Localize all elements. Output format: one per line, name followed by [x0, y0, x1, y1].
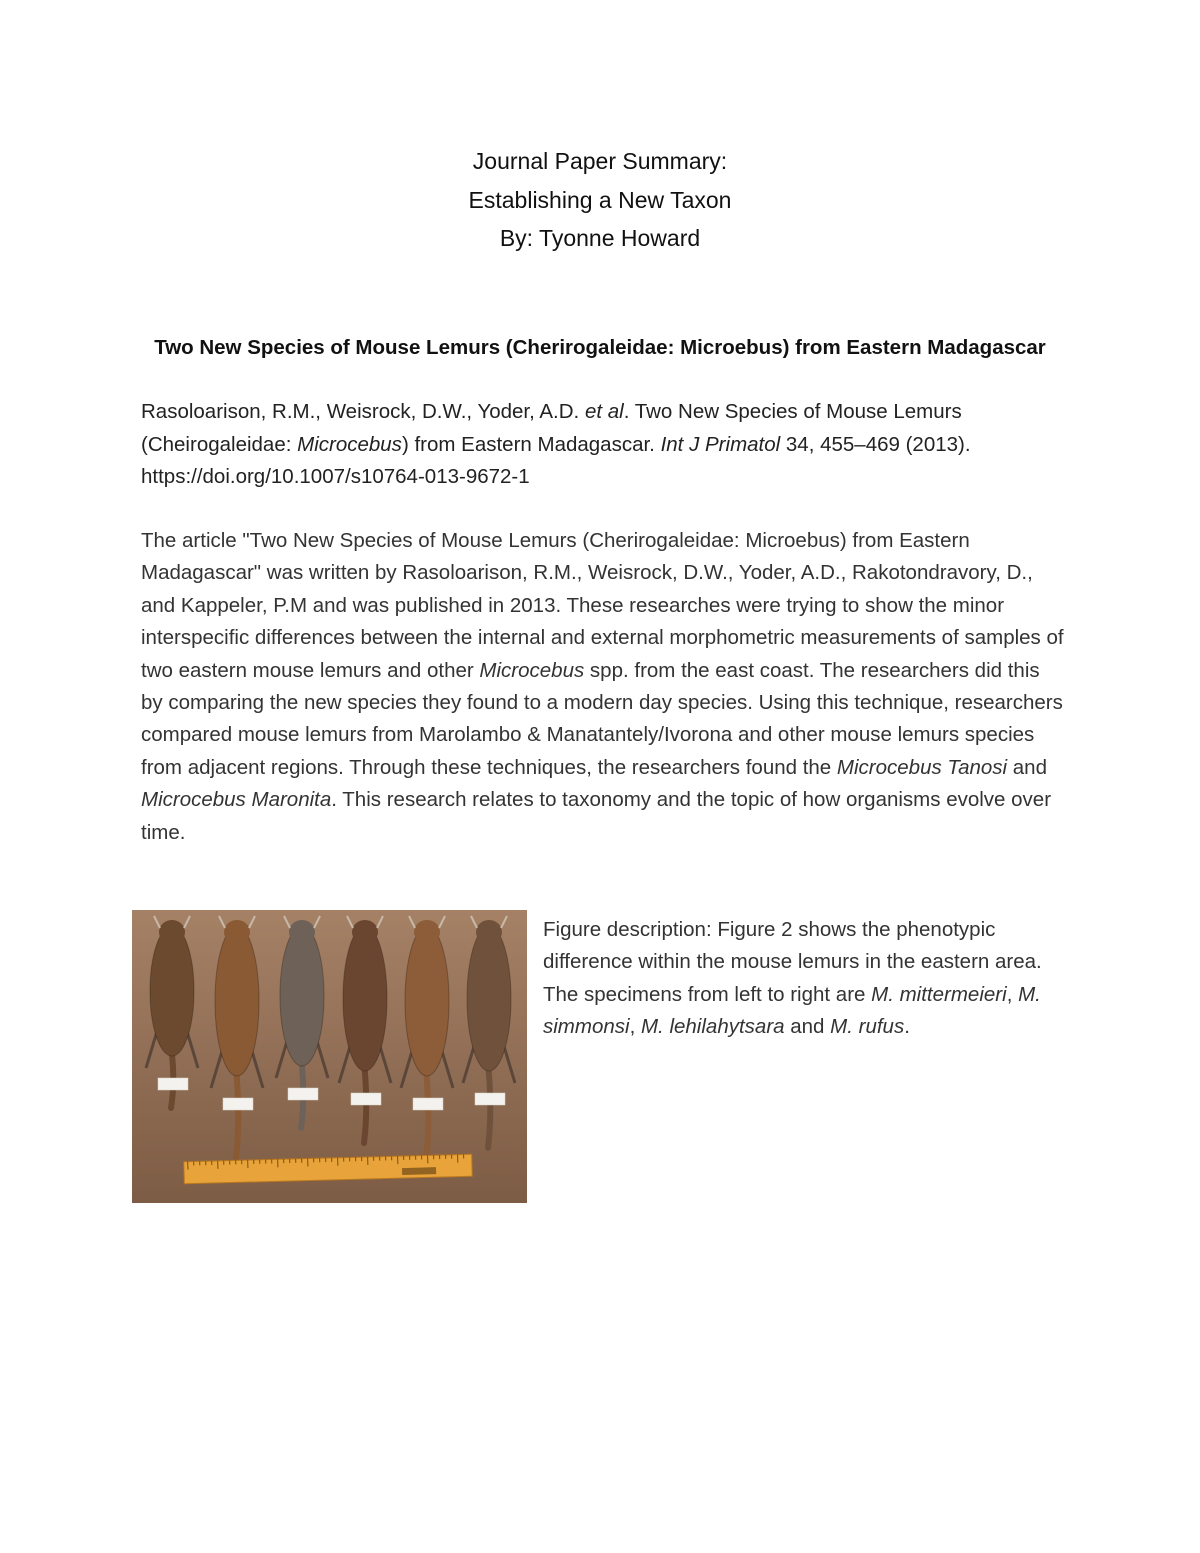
- caption-sep-1: ,: [1006, 982, 1019, 1006]
- summary-text-part3: . This research relates to taxonomy and the topic of how organisms evolve over time.: [141, 788, 1052, 844]
- caption-species-mittermeieri: M. mittermeieri: [871, 982, 1007, 1006]
- citation-journal: Int J Primatol: [660, 432, 781, 456]
- citation-authors: Rasoloarison, R.M., Weisrock, D.W., Yoder, A.D.: [141, 400, 585, 423]
- summary-and: and: [1007, 755, 1047, 779]
- document-header: [0, 142, 1200, 258]
- caption-sep-3: and: [784, 1015, 831, 1039]
- summary-paragraph: [141, 525, 1066, 849]
- caption-species-rufus: M. rufus: [830, 1015, 905, 1039]
- header-line-taxon: Establishing a New Taxon: [468, 186, 732, 213]
- caption-species-lehilahytsara: M. lehilahytsara: [640, 1015, 785, 1039]
- caption-end: .: [904, 1015, 910, 1039]
- summary-species-marohita: Microcebus Maronita: [141, 788, 332, 812]
- header-line-summary: Journal Paper Summary:: [472, 148, 728, 174]
- citation-title-part2: ) from Eastern Madagascar.: [401, 432, 661, 456]
- citation-title-part1: . Two New Species of Mouse Lemurs (Cheirogaleidae:: [141, 400, 962, 456]
- figure-caption: [543, 914, 1068, 1044]
- article-title: Two New Species of Mouse Lemurs (Cherirogaleidae: Microebus) from Eastern Madagascar: [154, 336, 1046, 359]
- summary-genus: Microcebus: [479, 658, 585, 682]
- caption-species-simmonsi: M. simmonsi: [543, 982, 1041, 1039]
- citation-genus: Microcebus: [297, 432, 402, 456]
- specimen-illustration: [132, 910, 527, 1203]
- summary-text-part2: spp. from the east coast. The researchers did this by comparing the new species they found to a modern day species. Using this technique, researchers compared mouse lemurs from Marolambo & Manatantely/Ivorona and other mouse lemurs species from adjacent regions. Through these techniques, the researchers found the: [141, 658, 1063, 779]
- caption-sep-2: ,: [629, 1015, 641, 1039]
- header-line-author: By: Tyonne Howard: [499, 225, 701, 251]
- citation-details: 34, 455–469 (2013). https://doi.org/10.1007/s10764-013-9672-1: [141, 432, 971, 488]
- citation-et-al: et al: [584, 400, 624, 423]
- summary-text-part1: The article "Two New Species of Mouse Lemurs (Cherirogaleidae: Microebus) from Eastern Madagascar" was written by Rasoloarison, R.M., Weisrock, D.W., Yoder, A.D., Rakotondravory, D., and Kappeler, P.M and was published in 2013. These researches were trying to show the minor interspecific differences between the internal and external morphometric measurements of samples of two eastern mouse lemurs and other: [141, 529, 1064, 682]
- citation: [141, 396, 1061, 494]
- specimen-photo: [132, 910, 527, 1203]
- caption-text: Figure description: Figure 2 shows the phenotypic difference within the mouse lemurs in the eastern area. The specimens from left to right are: [543, 918, 1042, 1006]
- summary-species-tanosi: Microcebus Tanosi: [836, 755, 1008, 779]
